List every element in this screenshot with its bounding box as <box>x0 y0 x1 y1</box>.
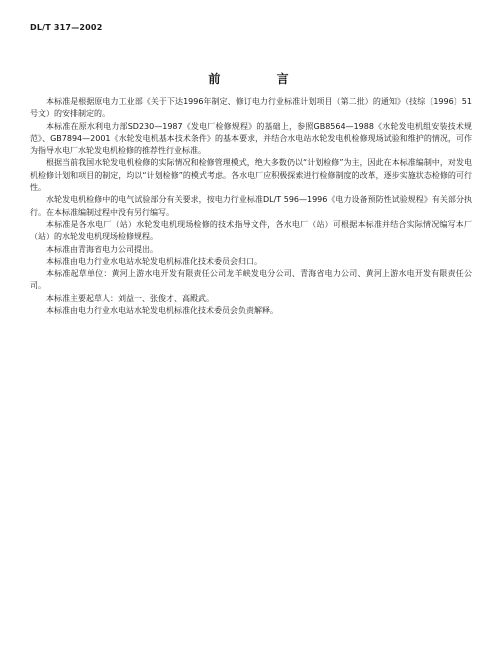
paragraph-drafters: 本标准主要起草人：刘益一、张俊才、高殿武。 <box>46 293 214 303</box>
paragraph-drafting-units: 本标准起草单位：黄河上游水电开发有限责任公司龙羊峡发电分公司、青海省电力公司、黄河上游水电开发有限责任公司。 <box>30 269 472 291</box>
paragraph-guidance: 本标准是各水电厂（站）水轮发电机现场检修的技术指导文件，各水电厂（站）可根据本标准并结合实际情况编写本厂（站）的水轮发电机现场检修规程。 <box>30 219 472 242</box>
paragraph-centralized: 本标准由电力行业水电站水轮发电机标准化技术委员会归口。 <box>46 256 262 266</box>
foreword-body <box>30 96 472 317</box>
paragraph-interpretation: 本标准由电力行业水电站水轮发电机标准化技术委员会负责解释。 <box>46 306 278 316</box>
paragraph-proposer: 本标准由青海省电力公司提出。 <box>46 244 158 254</box>
page-title: 前 言 <box>208 72 315 86</box>
paragraph-reference: 本标准在原水利电力部SD230—1987《发电厂检修规程》的基础上，参照GB8564—1988《水轮发电机组安装技术规范》、GB7894—2001《水轮发电机基本技术条件》的基本要求，并结合水电站水轮发电机检修现场试验和维护的情况，可作为指导水电厂水轮发电机检修的推荐性行业标准。 <box>30 121 472 156</box>
paragraph-electrical-test: 水轮发电机检修中的电气试验部分有关要求，按电力行业标准DL/T 596—1996《电力设备预防性试验规程》有关部分执行。在本标准编制过程中没有另行编写。 <box>30 195 472 217</box>
paragraph-maintenance-mode: 根据当前我国水轮发电机检修的实际情况和检修管理模式，绝大多数仍以“计划检修”为主，因此在本标准编制中，对发电机检修计划和项目的制定，均以“计划检修”的模式考虑。各水电厂应积极探索进行检修制度的改革，逐步实施状态检修的可行性。 <box>30 158 472 193</box>
standard-code: DL/T 317—2002 <box>30 23 103 32</box>
paragraph-basis: 本标准是根据原电力工业部《关于下达1996年制定、修订电力行业标准计划项目（第二批）的通知》（技综〔1996〕51号文）的安排制定的。 <box>30 97 472 119</box>
